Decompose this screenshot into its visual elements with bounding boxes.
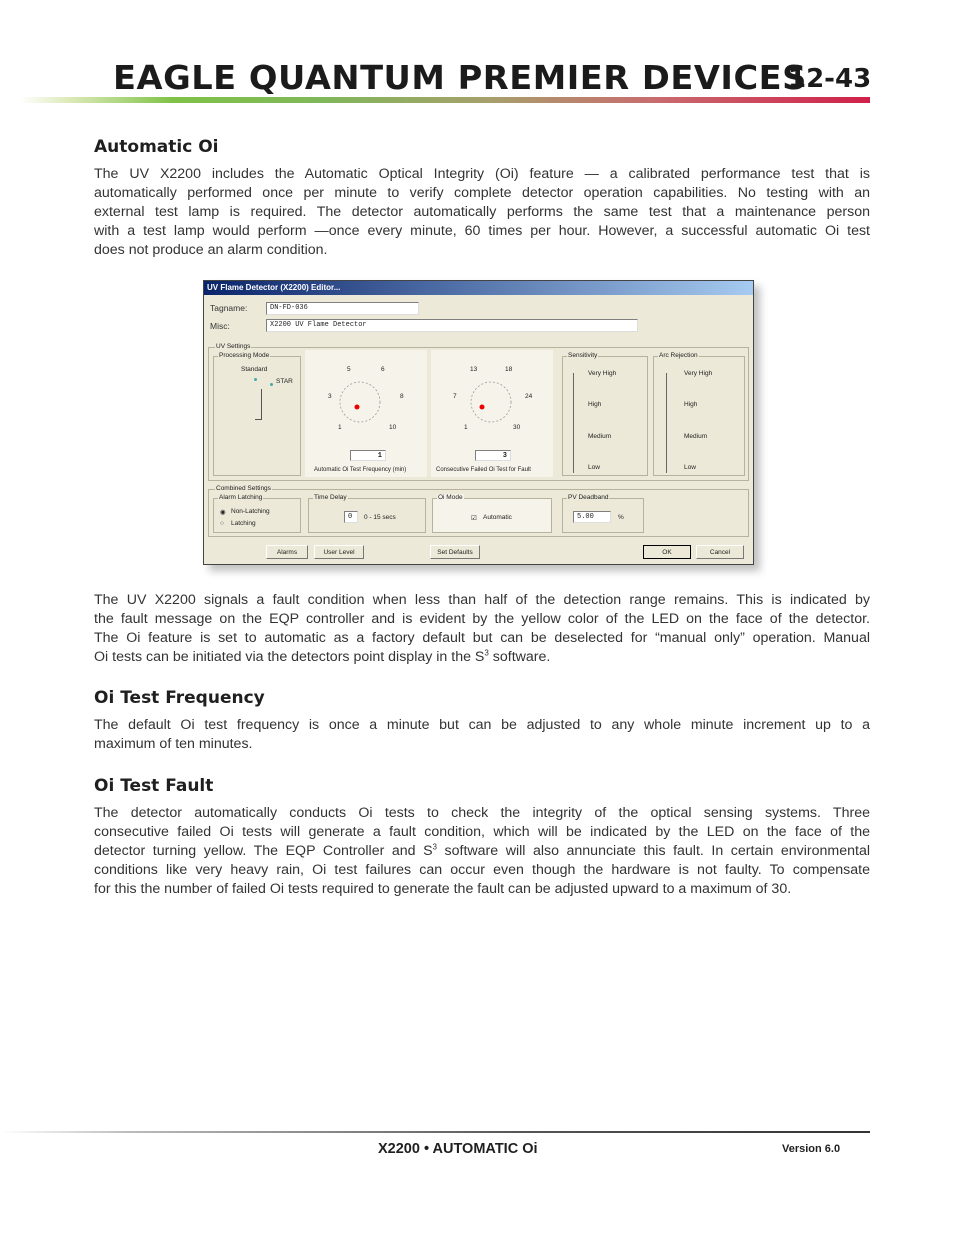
- cancel-button[interactable]: Cancel: [696, 545, 744, 559]
- misc-label: Misc:: [210, 321, 230, 331]
- sensitivity-group: Sensitivity Very High High Medium Low: [562, 356, 648, 476]
- failed-oi-input[interactable]: 3: [475, 450, 511, 461]
- set-defaults-button[interactable]: Set Defaults: [430, 545, 480, 559]
- page-number: 12-43: [788, 64, 872, 94]
- latching-radio[interactable]: ○: [220, 520, 224, 527]
- uv-flame-detector-editor-screenshot: [203, 280, 754, 565]
- processing-mode-slider[interactable]: [255, 389, 262, 420]
- automatic-checkbox[interactable]: ☑: [471, 515, 477, 522]
- oi-mode-group: Oi Mode ☑ Automatic: [432, 498, 552, 533]
- oi-frequency-input[interactable]: 1: [350, 450, 386, 461]
- footer-section-label: X2200 • AUTOMATIC Oi: [378, 1141, 538, 1157]
- oi-test-frequency-paragraph: The default Oi test frequency is once a minute but can be adjusted to any whole minute increment up to a maximum of ten minutes.: [94, 717, 870, 752]
- misc-field[interactable]: X2200 UV Flame Detector: [266, 319, 638, 332]
- arc-rejection-group: Arc Rejection Very High High Medium Low: [653, 356, 745, 476]
- footer-version: Version 6.0: [782, 1143, 841, 1155]
- pv-deadband-input[interactable]: 5.00: [573, 511, 611, 523]
- section-heading-oi-test-fault: Oi Test Fault: [94, 776, 214, 796]
- tagname-field[interactable]: DN-FD-036: [266, 302, 419, 315]
- footer-rule: [0, 1131, 870, 1133]
- fault-condition-paragraph: The UV X2200 signals a fault condition when less than half of the detection range remains. This is indicated by the fault message on the EQP controller and is evident by the yellow color of the LED on the face of the detector. The Oi feature is set to automatic as a factory default but can be deselected for “manual only” operation. Manual Oi tests can be initiated via the detectors point display in the $S^3$ software.: [94, 592, 870, 665]
- processing-mode-group: Processing Mode Standard STAR: [213, 356, 301, 476]
- sensitivity-slider[interactable]: [573, 373, 580, 473]
- alarms-button[interactable]: Alarms: [266, 545, 308, 559]
- header-gradient-rule: [20, 97, 870, 103]
- time-delay-group: Time Delay 0 0 - 15 secs: [308, 498, 426, 533]
- automatic-oi-paragraph: The UV X2200 includes the Automatic Optical Integrity (Oi) feature — a calibrated performance test that is automatically performed once per minute to verify complete detector operation capabilities. No testing with an external test lamp is required. The detector automatically performs the same test that a maintenance person with a test lamp would perform —once every minute, 60 times per hour. However, a successful automatic Oi test does not produce an alarm condition.: [94, 166, 870, 258]
- non-latching-radio[interactable]: ◉: [220, 509, 226, 516]
- page-header-title: EAGLE QUANTUM PREMIER DEVICES: [113, 58, 807, 97]
- time-delay-input[interactable]: 0: [344, 511, 358, 523]
- alarm-latching-group: Alarm Latching ◉ Non-Latching ○ Latching: [213, 498, 301, 533]
- section-heading-oi-test-frequency: Oi Test Frequency: [94, 688, 265, 708]
- arc-rejection-slider[interactable]: [666, 373, 673, 473]
- uv-settings-group: UV Settings: [208, 347, 749, 481]
- ok-button[interactable]: OK: [643, 545, 691, 559]
- combined-settings-group: Combined Settings: [208, 489, 749, 537]
- section-heading-automatic-oi: Automatic Oi: [94, 137, 219, 157]
- user-level-button[interactable]: User Level: [314, 545, 364, 559]
- failed-oi-panel: 13 18 7 24 1 30 3 Consecutive Failed Oi Test for Fault: [431, 350, 553, 477]
- editor-title-bar: UV Flame Detector (X2200) Editor...: [204, 281, 753, 295]
- pv-deadband-group: PV Deadband 5.00 %: [562, 498, 644, 533]
- oi-test-fault-paragraph: The detector automatically conducts Oi tests to check the integrity of the optical sensing systems. Three consecutive failed Oi tests will generate a fault condition, which will be indicated by the LED on the face of the detector turning yellow. The EQP Controller and $S^3$ software will also annunciate this fault. In certain environmental conditions like very heavy rain, Oi test failures can occur even though the hardware is not faulty. To compensate for this the number of failed Oi tests required to generate the fault can be adjusted upward to a maximum of 30.: [94, 805, 870, 897]
- tagname-label: Tagname:: [210, 303, 248, 313]
- oi-frequency-panel: 5 6 3 8 1 10 1 Automatic Oi Test Frequency (min): [305, 350, 427, 477]
